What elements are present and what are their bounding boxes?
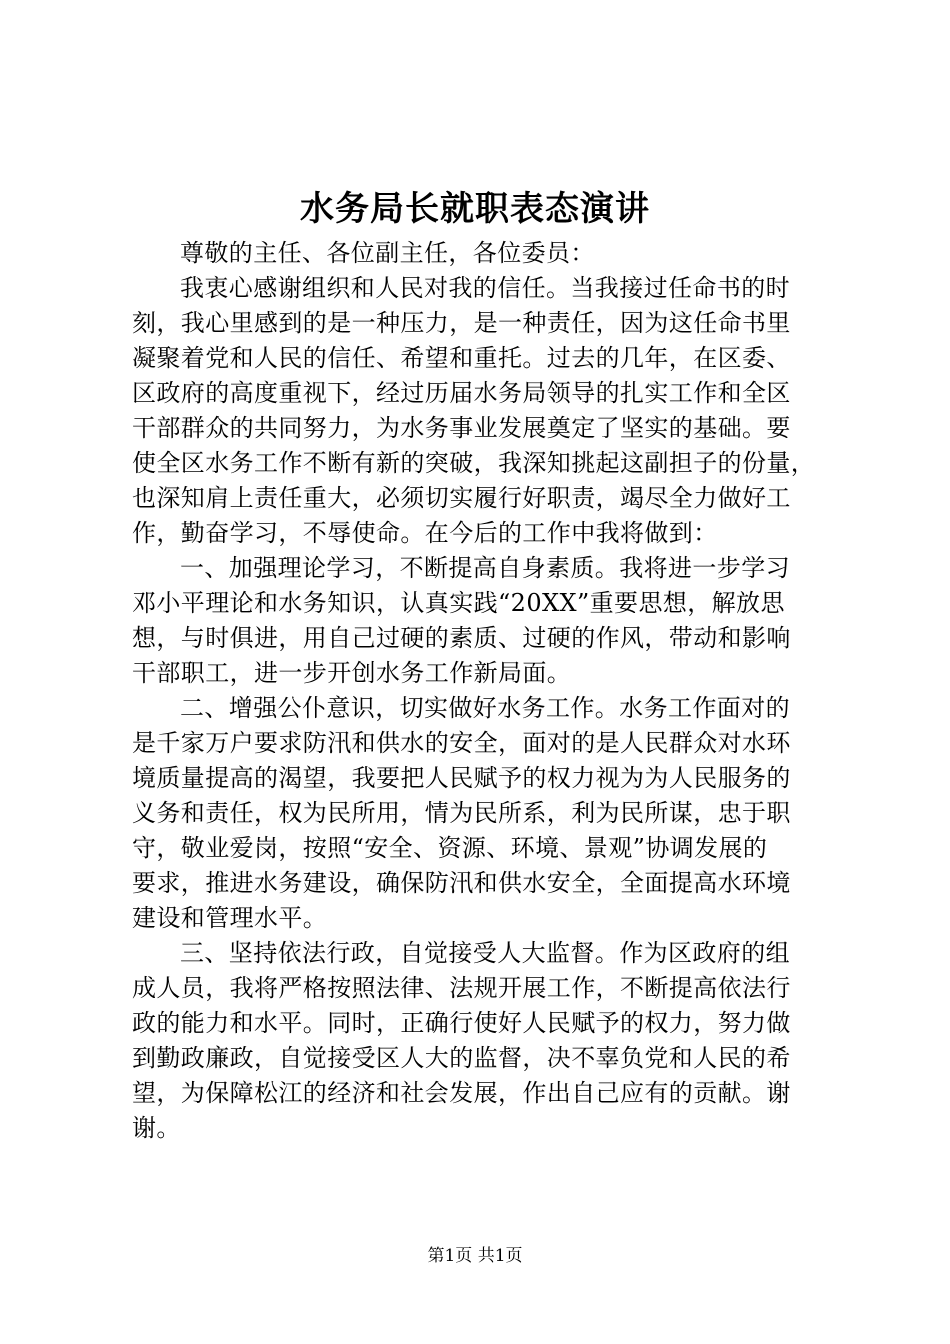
body-line: 我衷心感谢组织和人民对我的信任。当我接过任命书的时 bbox=[180, 274, 790, 302]
body-line: 成人员，我将严格按照法律、法规开展工作，不断提高依法行 bbox=[132, 974, 791, 1002]
document-body bbox=[132, 236, 832, 1146]
body-line: 到勤政廉政，自觉接受区人大的监督，决不辜负党和人民的希 bbox=[132, 1044, 791, 1072]
body-line: 刻，我心里感到的是一种压力，是一种责任，因为这任命书里 bbox=[132, 309, 791, 337]
body-line: 想，与时俱进，用自己过硬的素质、过硬的作风，带动和影响 bbox=[132, 624, 791, 652]
document-title: 水务局长就职表态演讲 bbox=[300, 189, 650, 229]
section-heading-line: 一、加强理论学习，不断提高自身素质。我将进一步学习 bbox=[180, 554, 790, 582]
body-line: 建设和管理水平。 bbox=[132, 904, 328, 932]
section-heading-line: 三、坚持依法行政，自觉接受人大监督。作为区政府的组 bbox=[180, 939, 790, 967]
body-line: 干部职工，进一步开创水务工作新局面。 bbox=[132, 659, 572, 687]
body-line: 守，敬业爱岗，按照“安全、资源、环境、景观”协调发展的 bbox=[132, 834, 768, 862]
body-line: 凝聚着党和人民的信任、希望和重托。过去的几年，在区委、 bbox=[132, 344, 791, 372]
salutation-line: 尊敬的主任、各位副主任，各位委员： bbox=[180, 239, 595, 267]
body-line: 义务和责任，权为民所用，情为民所系，利为民所谋，忠于职 bbox=[132, 799, 791, 827]
body-line: 要求，推进水务建设，确保防汛和供水安全，全面提高水环境 bbox=[132, 869, 791, 897]
body-line: 作，勤奋学习，不辱使命。在今后的工作中我将做到： bbox=[132, 519, 718, 547]
body-line: 境质量提高的渴望，我要把人民赋予的权力视为为人民服务的 bbox=[132, 764, 791, 792]
body-line: 政的能力和水平。同时，正确行使好人民赋予的权力，努力做 bbox=[132, 1009, 791, 1037]
body-line: 邓小平理论和水务知识，认真实践“20XX”重要思想，解放思 bbox=[132, 589, 785, 617]
body-line: 区政府的高度重视下，经过历届水务局领导的扎实工作和全区 bbox=[132, 379, 791, 407]
body-line: 望，为保障松江的经济和社会发展，作出自己应有的贡献。谢 bbox=[132, 1079, 791, 1107]
section-heading-line: 二、增强公仆意识，切实做好水务工作。水务工作面对的 bbox=[180, 694, 790, 722]
page-footer: 第1页 共1页 bbox=[427, 1246, 523, 1266]
body-line: 使全区水务工作不断有新的突破，我深知挑起这副担子的份量， bbox=[132, 449, 816, 477]
body-line: 谢。 bbox=[132, 1114, 181, 1142]
body-line: 干部群众的共同努力，为水务事业发展奠定了坚实的基础。要 bbox=[132, 414, 791, 442]
body-line: 也深知肩上责任重大，必须切实履行好职责，竭尽全力做好工 bbox=[132, 484, 791, 512]
body-line: 是千家万户要求防汛和供水的安全，面对的是人民群众对水环 bbox=[132, 729, 791, 757]
